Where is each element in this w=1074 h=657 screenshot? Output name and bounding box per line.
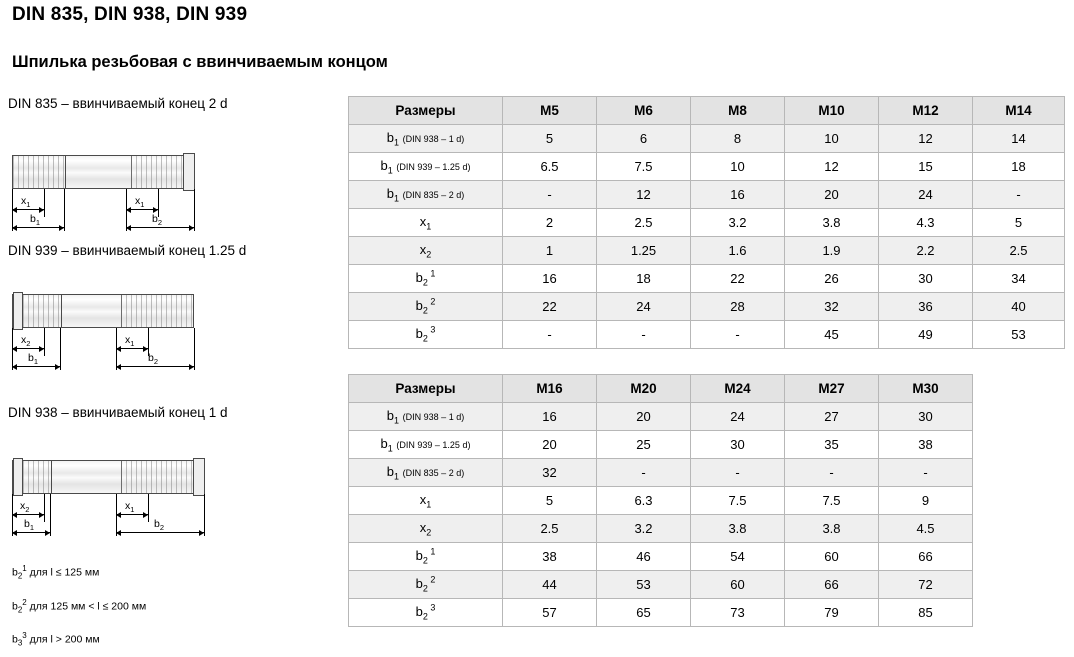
dim-symbol: x <box>20 500 26 512</box>
dim-symbol: b <box>152 213 158 225</box>
table-cell: 38 <box>503 543 597 571</box>
page-subtitle: Шпилька резьбовая с ввинчиваемым концом <box>12 53 388 71</box>
table-cell: 2.5 <box>503 515 597 543</box>
row-label: $x_1$ <box>349 487 503 515</box>
table-cell: 14 <box>973 125 1065 153</box>
table-cell-empty <box>973 403 1065 431</box>
table-cell: 40 <box>973 293 1065 321</box>
end-cap-left <box>13 292 23 330</box>
table-cell: 36 <box>879 293 973 321</box>
dimension-label <box>135 195 144 209</box>
table-cell: 7.5 <box>597 153 691 181</box>
dim-symbol: x <box>21 195 27 207</box>
dimension-line-x2-left <box>12 514 44 515</box>
table-body <box>349 125 1065 349</box>
dim-symbol: x <box>21 334 27 346</box>
table-cell: 28 <box>691 293 785 321</box>
table-row <box>349 571 1065 599</box>
dim-symbol: b <box>30 213 36 225</box>
table-cell: 6.5 <box>503 153 597 181</box>
table-cell: 8 <box>691 125 785 153</box>
table-cell-empty <box>973 431 1065 459</box>
table-cell: 35 <box>785 431 879 459</box>
ext-line <box>44 494 45 522</box>
table-cell: 3.2 <box>597 515 691 543</box>
dimension-line-x1-left <box>12 209 44 210</box>
dim-symbol: x <box>125 500 131 512</box>
table-cell: 26 <box>785 265 879 293</box>
table-body <box>349 403 1065 627</box>
footnote-1 <box>12 556 146 590</box>
table-cell: - <box>503 321 597 349</box>
table-cell: 7.5 <box>785 487 879 515</box>
table-cell: 44 <box>503 571 597 599</box>
table-cell: 49 <box>879 321 973 349</box>
row-label: $b_2$ $^3$ <box>349 599 503 627</box>
table-cell: 27 <box>785 403 879 431</box>
table-row <box>349 181 1065 209</box>
table-cell: 6.3 <box>597 487 691 515</box>
dimension-label <box>30 213 40 227</box>
footnote-symbol: b <box>12 566 18 579</box>
end-cap-right <box>183 153 195 191</box>
dimension-line-x1-right <box>116 514 148 515</box>
table-cell: 4.5 <box>879 515 973 543</box>
diagram-caption: DIN 835 – ввинчиваемый конец 2 d <box>8 96 228 111</box>
diagram-caption: DIN 938 – ввинчиваемый конец 1 d <box>8 405 228 420</box>
table-cell: 53 <box>597 571 691 599</box>
column-header-m10: M10 <box>785 97 879 125</box>
footnote-superscript: 2 <box>22 597 27 607</box>
dim-symbol: b <box>28 352 34 364</box>
dim-subscript: 1 <box>33 357 39 367</box>
section-line-1 <box>51 461 52 493</box>
dim-symbol: b <box>148 352 154 364</box>
table-row <box>349 543 1065 571</box>
table-cell: - <box>597 321 691 349</box>
column-header-m14: M14 <box>973 97 1065 125</box>
diagram-din-835 <box>8 96 338 241</box>
dim-subscript: 1 <box>29 523 35 533</box>
row-label: $x_2$ <box>349 515 503 543</box>
row-label: $b_1$ (DIN 835 – 2 d) <box>349 459 503 487</box>
table-cell: 73 <box>691 599 785 627</box>
stud-body <box>12 294 194 328</box>
dimension-line-b2 <box>126 227 194 228</box>
table-cell: - <box>691 459 785 487</box>
stud-drawing <box>8 268 338 388</box>
dimension-line-x1-right <box>126 209 158 210</box>
table-cell: 66 <box>879 543 973 571</box>
footnote-text: для l > 200 мм <box>26 633 100 646</box>
dim-symbol: x <box>135 195 141 207</box>
footnote-superscript: 3 <box>22 631 27 641</box>
stud-body <box>12 460 204 494</box>
column-header-sizes: Размеры <box>349 97 503 125</box>
stud-drawing <box>8 121 338 241</box>
table-cell: 3.8 <box>691 515 785 543</box>
row-label: $b_1$ (DIN 938 – 1 d) <box>349 403 503 431</box>
end-cap-right <box>193 458 205 496</box>
table-cell: - <box>785 459 879 487</box>
table-row <box>349 125 1065 153</box>
row-label: $b_1$ (DIN 938 – 1 d) <box>349 125 503 153</box>
dim-symbol: b <box>154 518 160 530</box>
row-label: $x_1$ <box>349 209 503 237</box>
table-cell: 46 <box>597 543 691 571</box>
dim-subscript: 2 <box>26 339 31 349</box>
end-cap-left <box>13 458 23 496</box>
table-cell: 1 <box>503 237 597 265</box>
table-cell-empty <box>973 515 1065 543</box>
dim-symbol: x <box>125 334 131 346</box>
dimension-line-x1-right <box>116 348 148 349</box>
table-row <box>349 599 1065 627</box>
table-cell: 12 <box>785 153 879 181</box>
footnote-3 <box>12 623 146 657</box>
footnote-subscript: 2 <box>17 571 23 581</box>
dimension-label <box>125 334 134 348</box>
table-row <box>349 265 1065 293</box>
dimension-line-b1 <box>12 366 60 367</box>
ext-line <box>50 494 51 536</box>
table-cell: 57 <box>503 599 597 627</box>
ext-line <box>148 494 149 522</box>
row-label: $b_1$ (DIN 939 – 1.25 d) <box>349 153 503 181</box>
table-cell: 32 <box>503 459 597 487</box>
table-cell: 85 <box>879 599 973 627</box>
table-cell: 60 <box>785 543 879 571</box>
table-row <box>349 515 1065 543</box>
table-cell: - <box>879 459 973 487</box>
table-cell: 20 <box>785 181 879 209</box>
footnote-text: для 125 мм < l ≤ 200 мм <box>26 600 147 613</box>
dim-symbol: b <box>24 518 30 530</box>
table-cell: 16 <box>503 265 597 293</box>
section-line-1 <box>65 156 66 188</box>
footnotes <box>12 556 146 657</box>
table-cell: 72 <box>879 571 973 599</box>
table-cell: 2 <box>503 209 597 237</box>
table-cell: - <box>597 459 691 487</box>
page-title: DIN 835, DIN 938, DIN 939 <box>12 4 248 25</box>
table-cell: 16 <box>503 403 597 431</box>
table-cell: 15 <box>879 153 973 181</box>
table-header-row <box>349 97 1065 125</box>
ext-line <box>194 328 195 370</box>
table-cell: - <box>503 181 597 209</box>
table-cell: 18 <box>973 153 1065 181</box>
table-cell: 10 <box>785 125 879 153</box>
table-cell: 1.25 <box>597 237 691 265</box>
footnote-symbol: b <box>12 600 18 613</box>
table-cell-empty <box>973 571 1065 599</box>
table-cell: 16 <box>691 181 785 209</box>
row-label: $b_2$ $^1$ <box>349 543 503 571</box>
column-header-m12: M12 <box>879 97 973 125</box>
table-cell: 3.2 <box>691 209 785 237</box>
ext-line <box>204 494 205 536</box>
dimensions-table-small-sizes <box>348 96 1065 349</box>
table-cell: 5 <box>503 487 597 515</box>
table-cell: 1.9 <box>785 237 879 265</box>
table-cell: 10 <box>691 153 785 181</box>
table-cell: 32 <box>785 293 879 321</box>
table-cell: 12 <box>879 125 973 153</box>
column-header-empty <box>973 375 1065 403</box>
table-cell: 18 <box>597 265 691 293</box>
table-cell: 20 <box>503 431 597 459</box>
dimension-label <box>20 500 29 514</box>
row-label: $b_1$ (DIN 939 – 1.25 d) <box>349 431 503 459</box>
row-label: $b_2$ $^2$ <box>349 293 503 321</box>
footnote-symbol: b <box>12 633 18 646</box>
thread-hatch-left <box>13 156 65 188</box>
table-cell: 5 <box>973 209 1065 237</box>
column-header-m5: M5 <box>503 97 597 125</box>
column-header-sizes: Размеры <box>349 375 503 403</box>
table-cell: 9 <box>879 487 973 515</box>
table-cell: 2.2 <box>879 237 973 265</box>
dimension-line-b1 <box>12 532 50 533</box>
footnote-subscript: 3 <box>17 638 23 648</box>
table-cell: 38 <box>879 431 973 459</box>
row-label: $b_2$ $^1$ <box>349 265 503 293</box>
dim-subscript: 2 <box>159 523 165 533</box>
column-header-m30: M30 <box>879 375 973 403</box>
table-cell: 3.8 <box>785 209 879 237</box>
footnote-2 <box>12 590 146 624</box>
table-cell: 22 <box>503 293 597 321</box>
table-cell: 45 <box>785 321 879 349</box>
row-label: $x_2$ <box>349 237 503 265</box>
footnote-subscript: 2 <box>17 605 23 615</box>
dimension-label <box>24 518 34 532</box>
table-cell: 65 <box>597 599 691 627</box>
dimension-line-b2 <box>116 366 194 367</box>
table-row <box>349 321 1065 349</box>
table-cell-empty <box>973 599 1065 627</box>
table-cell-empty <box>973 459 1065 487</box>
table-cell: - <box>973 181 1065 209</box>
dimension-label <box>21 195 30 209</box>
dim-subscript: 1 <box>26 200 31 210</box>
table-header-row <box>349 375 1065 403</box>
column-header-m24: M24 <box>691 375 785 403</box>
table-cell: 1.6 <box>691 237 785 265</box>
table-header <box>349 375 1065 403</box>
ext-line <box>44 328 45 356</box>
column-header-m20: M20 <box>597 375 691 403</box>
dimension-label <box>28 352 38 366</box>
table-cell: 30 <box>879 265 973 293</box>
table-cell: 34 <box>973 265 1065 293</box>
table-cell: 25 <box>597 431 691 459</box>
table-cell: - <box>691 321 785 349</box>
table-row <box>349 403 1065 431</box>
table-row <box>349 487 1065 515</box>
dim-subscript: 1 <box>130 505 135 515</box>
table-cell: 4.3 <box>879 209 973 237</box>
dim-subscript: 1 <box>140 200 145 210</box>
dim-subscript: 2 <box>25 505 30 515</box>
table-cell: 2.5 <box>973 237 1065 265</box>
footnote-superscript: 1 <box>22 564 27 573</box>
diagram-caption: DIN 939 – ввинчиваемый конец 1.25 d <box>8 243 247 258</box>
row-label: $b_2$ $^3$ <box>349 321 503 349</box>
thread-hatch-right <box>121 295 195 327</box>
ext-line <box>194 189 195 231</box>
table-cell: 30 <box>691 431 785 459</box>
diagram-din-939 <box>8 243 338 388</box>
table-cell: 53 <box>973 321 1065 349</box>
row-label: $b_2$ $^2$ <box>349 571 503 599</box>
table-row <box>349 209 1065 237</box>
column-header-m8: M8 <box>691 97 785 125</box>
table-cell: 54 <box>691 543 785 571</box>
table-cell: 7.5 <box>691 487 785 515</box>
dimension-line-x2-left <box>12 348 44 349</box>
table-row <box>349 459 1065 487</box>
table-cell: 6 <box>597 125 691 153</box>
table-cell: 12 <box>597 181 691 209</box>
table-row <box>349 431 1065 459</box>
dim-subscript: 1 <box>35 218 41 228</box>
table-cell: 60 <box>691 571 785 599</box>
table-cell: 2.5 <box>597 209 691 237</box>
ext-line <box>44 189 45 217</box>
table-header <box>349 97 1065 125</box>
row-label: $b_1$ (DIN 835 – 2 d) <box>349 181 503 209</box>
footnote-text: для l ≤ 125 мм <box>26 566 100 579</box>
table-cell: 30 <box>879 403 973 431</box>
table-cell: 66 <box>785 571 879 599</box>
stud-body <box>12 155 194 189</box>
table-cell: 79 <box>785 599 879 627</box>
table-cell: 3.8 <box>785 515 879 543</box>
table-cell: 24 <box>597 293 691 321</box>
diagram-din-938 <box>8 405 338 550</box>
dimension-label <box>154 518 164 532</box>
column-header-m16: M16 <box>503 375 597 403</box>
dimension-label <box>148 352 158 366</box>
table-cell-empty <box>973 543 1065 571</box>
table-row <box>349 293 1065 321</box>
stud-drawing <box>8 430 338 550</box>
ext-line <box>60 328 61 370</box>
section-line-1 <box>61 295 62 327</box>
dimension-label <box>125 500 134 514</box>
ext-line <box>64 189 65 231</box>
dim-subscript: 1 <box>130 339 135 349</box>
table-cell-empty <box>973 487 1065 515</box>
dimension-line-b2 <box>116 532 204 533</box>
table-cell: 22 <box>691 265 785 293</box>
table-cell: 20 <box>597 403 691 431</box>
dimension-label <box>21 334 30 348</box>
dimension-label <box>152 213 162 227</box>
table-row <box>349 153 1065 181</box>
dimension-line-b1 <box>12 227 64 228</box>
column-header-m6: M6 <box>597 97 691 125</box>
table-cell: 5 <box>503 125 597 153</box>
table-cell: 24 <box>691 403 785 431</box>
dimensions-table-large-sizes <box>348 374 1065 627</box>
column-header-m27: M27 <box>785 375 879 403</box>
table-cell: 24 <box>879 181 973 209</box>
table-row <box>349 237 1065 265</box>
dim-subscript: 2 <box>153 357 159 367</box>
dim-subscript: 2 <box>157 218 163 228</box>
